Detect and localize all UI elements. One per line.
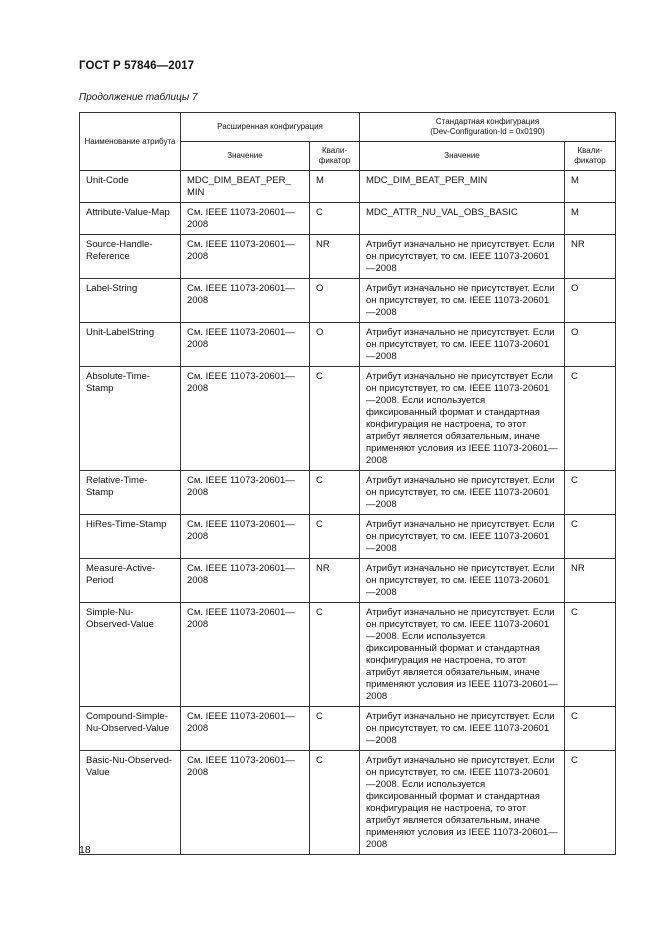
cell-std-qualifier: O <box>565 323 616 367</box>
table-row <box>80 323 616 367</box>
cell-attribute-name: Label-String <box>80 279 181 323</box>
cell-ext-qualifier: C <box>310 203 360 235</box>
cell-attribute-name: Measure-Active-Period <box>80 559 181 603</box>
cell-ext-value: См. IEEE 11073-20601—2008 <box>181 279 310 323</box>
cell-std-qualifier: C <box>565 603 616 707</box>
cell-ext-qualifier: C <box>310 515 360 559</box>
cell-attribute-name: Source-Handle-Reference <box>80 235 181 279</box>
cell-ext-value: См. IEEE 11073-20601—2008 <box>181 515 310 559</box>
cell-std-qualifier: M <box>565 171 616 203</box>
table-row <box>80 279 616 323</box>
table-row <box>80 203 616 235</box>
cell-std-value: Атрибут изначально не присутствует Если он присутствует, то см. IEEE 11073-20601—2008. Если используется фиксированный формат и стандартная конфигурация не настроена, то этот атрибут является обязательным, иначе применяют условия из IEEE 11073-20601—2008 <box>360 367 565 471</box>
header-extended-config: Расширенная конфигурация <box>181 113 360 142</box>
cell-attribute-name: Unit-Code <box>80 171 181 203</box>
table-row <box>80 515 616 559</box>
table-row <box>80 559 616 603</box>
cell-std-value: Атрибут изначально не присутствует. Если он присутствует, то см. IEEE 11073-20601—2008 <box>360 471 565 515</box>
table-row <box>80 707 616 751</box>
cell-ext-value: См. IEEE 11073-20601—2008 <box>181 203 310 235</box>
document-standard-title: ГОСТ Р 57846—2017 <box>79 60 195 72</box>
page-number: 18 <box>79 844 91 856</box>
cell-attribute-name: Unit-LabelString <box>80 323 181 367</box>
table-row <box>80 367 616 471</box>
cell-std-qualifier: C <box>565 515 616 559</box>
cell-ext-value: См. IEEE 11073-20601—2008 <box>181 707 310 751</box>
cell-std-qualifier: M <box>565 203 616 235</box>
cell-ext-value: См. IEEE 11073-20601—2008 <box>181 235 310 279</box>
cell-std-value: MDC_DIM_BEAT_PER_MIN <box>360 171 565 203</box>
cell-std-value: Атрибут изначально не присутствует. Если он присутствует, то см. IEEE 11073-20601—2008 <box>360 515 565 559</box>
cell-ext-qualifier: C <box>310 603 360 707</box>
header-std-qualifier: Квали-фикатор <box>565 142 616 171</box>
cell-std-value: Атрибут изначально не присутствует. Если он присутствует, то см. IEEE 11073-20601—2008. Если используется фиксированный формат и стандартная конфигурация не настроена, то этот атрибут является обязательным, иначе применяют условия из IEEE 11073-20601—2008 <box>360 603 565 707</box>
header-standard-config <box>360 113 616 142</box>
table-continuation-caption: Продолжение таблицы 7 <box>79 92 198 103</box>
cell-ext-value: См. IEEE 11073-20601—2008 <box>181 559 310 603</box>
cell-ext-qualifier: C <box>310 707 360 751</box>
cell-attribute-name: Compound-Simple-Nu-Observed-Value <box>80 707 181 751</box>
cell-attribute-name: Attribute-Value-Map <box>80 203 181 235</box>
cell-std-value: Атрибут изначально не присутствует. Если он присутствует, то см. IEEE 11073-20601—2008 <box>360 707 565 751</box>
cell-ext-qualifier: O <box>310 279 360 323</box>
cell-ext-value: См. IEEE 11073-20601—2008 <box>181 471 310 515</box>
cell-attribute-name: HiRes-Time-Stamp <box>80 515 181 559</box>
header-standard-config-id: (Dev-Configuration-Id = 0x0190) <box>430 127 545 136</box>
header-standard-config-title: Стандартная конфигурация <box>435 117 540 126</box>
cell-std-qualifier: C <box>565 707 616 751</box>
header-ext-qualifier: Квали-фикатор <box>310 142 360 171</box>
cell-std-value: Атрибут изначально не присутствует. Если он присутствует, то см. IEEE 11073-20601—2008 <box>360 323 565 367</box>
cell-std-qualifier: C <box>565 367 616 471</box>
cell-ext-value: См. IEEE 11073-20601—2008 <box>181 603 310 707</box>
cell-ext-qualifier: O <box>310 323 360 367</box>
table-row <box>80 603 616 707</box>
cell-std-qualifier: O <box>565 279 616 323</box>
cell-std-qualifier: C <box>565 751 616 855</box>
cell-ext-qualifier: C <box>310 471 360 515</box>
cell-std-value: Атрибут изначально не присутствует. Если он присутствует, то см. IEEE 11073-20601—2008 <box>360 279 565 323</box>
cell-std-value: Атрибут изначально не присутствует. Если он присутствует, то см. IEEE 11073-20601—2008. Если используется фиксированный формат и стандартная конфигурация не настроена, то этот атрибут является обязательным, иначе применяют условия из IEEE 11073-20601—2008 <box>360 751 565 855</box>
table-row <box>80 171 616 203</box>
cell-ext-qualifier: C <box>310 751 360 855</box>
cell-attribute-name: Simple-Nu-Observed-Value <box>80 603 181 707</box>
cell-ext-value: MDC_DIM_BEAT_PER_ MIN <box>181 171 310 203</box>
cell-std-value: Атрибут изначально не присутствует. Если он присутствует, то см. IEEE 11073-20601—2008 <box>360 559 565 603</box>
header-attribute-name: Наименование атрибута <box>80 113 181 171</box>
cell-std-qualifier: NR <box>565 559 616 603</box>
cell-attribute-name: Absolute-Time-Stamp <box>80 367 181 471</box>
header-ext-value: Значение <box>181 142 310 171</box>
cell-attribute-name: Relative-Time-Stamp <box>80 471 181 515</box>
cell-std-value: MDC_ATTR_NU_VAL_OBS_BASIC <box>360 203 565 235</box>
cell-attribute-name: Basic-Nu-Observed-Value <box>80 751 181 855</box>
cell-ext-value: См. IEEE 11073-20601—2008 <box>181 323 310 367</box>
cell-std-value: Атрибут изначально не присутствует. Если он присутствует, то см. IEEE 11073-20601—2008 <box>360 235 565 279</box>
cell-std-qualifier: NR <box>565 235 616 279</box>
cell-ext-qualifier: NR <box>310 235 360 279</box>
cell-ext-qualifier: NR <box>310 559 360 603</box>
cell-ext-value: См. IEEE 11073-20601—2008 <box>181 751 310 855</box>
table-row <box>80 471 616 515</box>
table-row <box>80 751 616 855</box>
attributes-table <box>79 112 616 855</box>
cell-ext-qualifier: M <box>310 171 360 203</box>
cell-std-qualifier: C <box>565 471 616 515</box>
header-std-value: Значение <box>360 142 565 171</box>
cell-ext-qualifier: C <box>310 367 360 471</box>
table-row <box>80 235 616 279</box>
cell-ext-value: См. IEEE 11073-20601—2008 <box>181 367 310 471</box>
